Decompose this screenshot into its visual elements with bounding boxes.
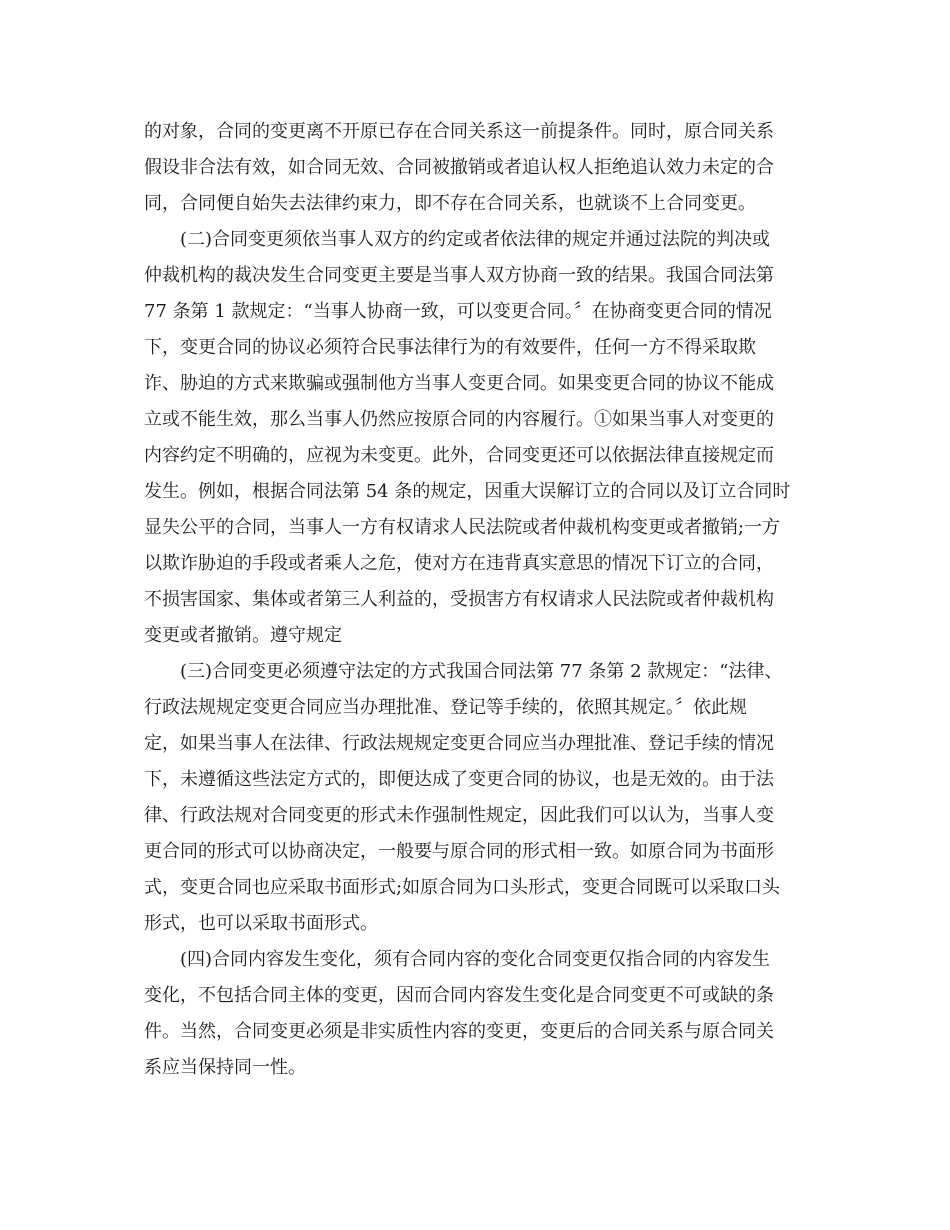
text-line: 式，变更合同也应采取书面形式;如原合同为口头形式，变更合同既可以采取口头 — [144, 877, 781, 898]
text-line: 77 条第 1 款规定：“当事人协商一致，可以变更合同。〞在协商变更合同的情况 — [144, 301, 772, 322]
text-line: 不损害国家、集体或者第三人利益的，受损害方有权请求人民法院或者仲裁机构 — [144, 589, 774, 610]
text-line: 显失公平的合同，当事人一方有权请求人民法院或者仲裁机构变更或者撤销;一方 — [144, 517, 781, 538]
text-line: 立或不能生效，那么当事人仍然应按原合同的内容履行。①如果当事人对变更的 — [144, 409, 774, 430]
text-line: (二)合同变更须依当事人双方的约定或者依法律的规定并通过法院的判决或 — [180, 229, 771, 250]
document-body — [144, 114, 808, 1086]
text-line: 内容约定不明确的，应视为未变更。此外，合同变更还可以依据法律直接规定而 — [144, 445, 774, 466]
text-line: 行政法规规定变更合同应当办理批准、登记等手续的，依照其规定。〞依此规 — [144, 697, 747, 718]
text-line: 发生。例如，根据合同法第 54 条的规定，因重大误解订立的合同以及订立合同时 — [144, 481, 791, 502]
text-line: 同，合同便自始失去法律约束力，即不存在合同关系，也就谈不上合同变更。 — [144, 193, 756, 214]
text-line: 假设非合法有效，如合同无效、合同被撤销或者追认权人拒绝追认效力未定的合 — [144, 157, 774, 178]
paragraph-section-3 — [144, 654, 808, 942]
text-line: (四)合同内容发生变化，须有合同内容的变化合同变更仅指合同的内容发生 — [180, 949, 771, 970]
text-line: 形式，也可以采取书面形式。 — [144, 913, 378, 934]
text-line: 定，如果当事人在法律、行政法规规定变更合同应当办理批准、登记手续的情况 — [144, 733, 774, 754]
text-line: 下，未遵循这些法定方式的，即便达成了变更合同的协议，也是无效的。由于法 — [144, 769, 774, 790]
text-line: 仲裁机构的裁决发生合同变更主要是当事人双方协商一致的结果。我国合同法第 — [144, 265, 774, 286]
text-line: (三)合同变更必须遵守法定的方式我国合同法第 77 条第 2 款规定：“法律、 — [180, 661, 783, 682]
text-line: 以欺诈胁迫的手段或者乘人之危，使对方在违背真实意思的情况下订立的合同， — [144, 553, 774, 574]
text-line: 下，变更合同的协议必须符合民事法律行为的有效要件，任何一方不得采取欺 — [144, 337, 756, 358]
text-line: 变化，不包括合同主体的变更，因而合同内容发生变化是合同变更不可或缺的条 — [144, 985, 774, 1006]
text-line: 更合同的形式可以协商决定，一般要与原合同的形式相一致。如原合同为书面形 — [144, 841, 774, 862]
text-line: 的对象，合同的变更离不开原已存在合同关系这一前提条件。同时，原合同关系 — [144, 121, 774, 142]
text-line: 变更或者撤销。遵守规定 — [144, 625, 342, 646]
text-line: 诈、胁迫的方式来欺骗或强制他方当事人变更合同。如果变更合同的协议不能成 — [144, 373, 774, 394]
text-line: 系应当保持同一性。 — [144, 1057, 306, 1078]
paragraph-section-2 — [144, 222, 808, 654]
paragraph-continuation — [144, 114, 808, 222]
text-line: 件。当然，合同变更必须是非实质性内容的变更，变更后的合同关系与原合同关 — [144, 1021, 774, 1042]
text-line: 律、行政法规对合同变更的形式未作强制性规定，因此我们可以认为，当事人变 — [144, 805, 774, 826]
paragraph-section-4 — [144, 942, 808, 1086]
